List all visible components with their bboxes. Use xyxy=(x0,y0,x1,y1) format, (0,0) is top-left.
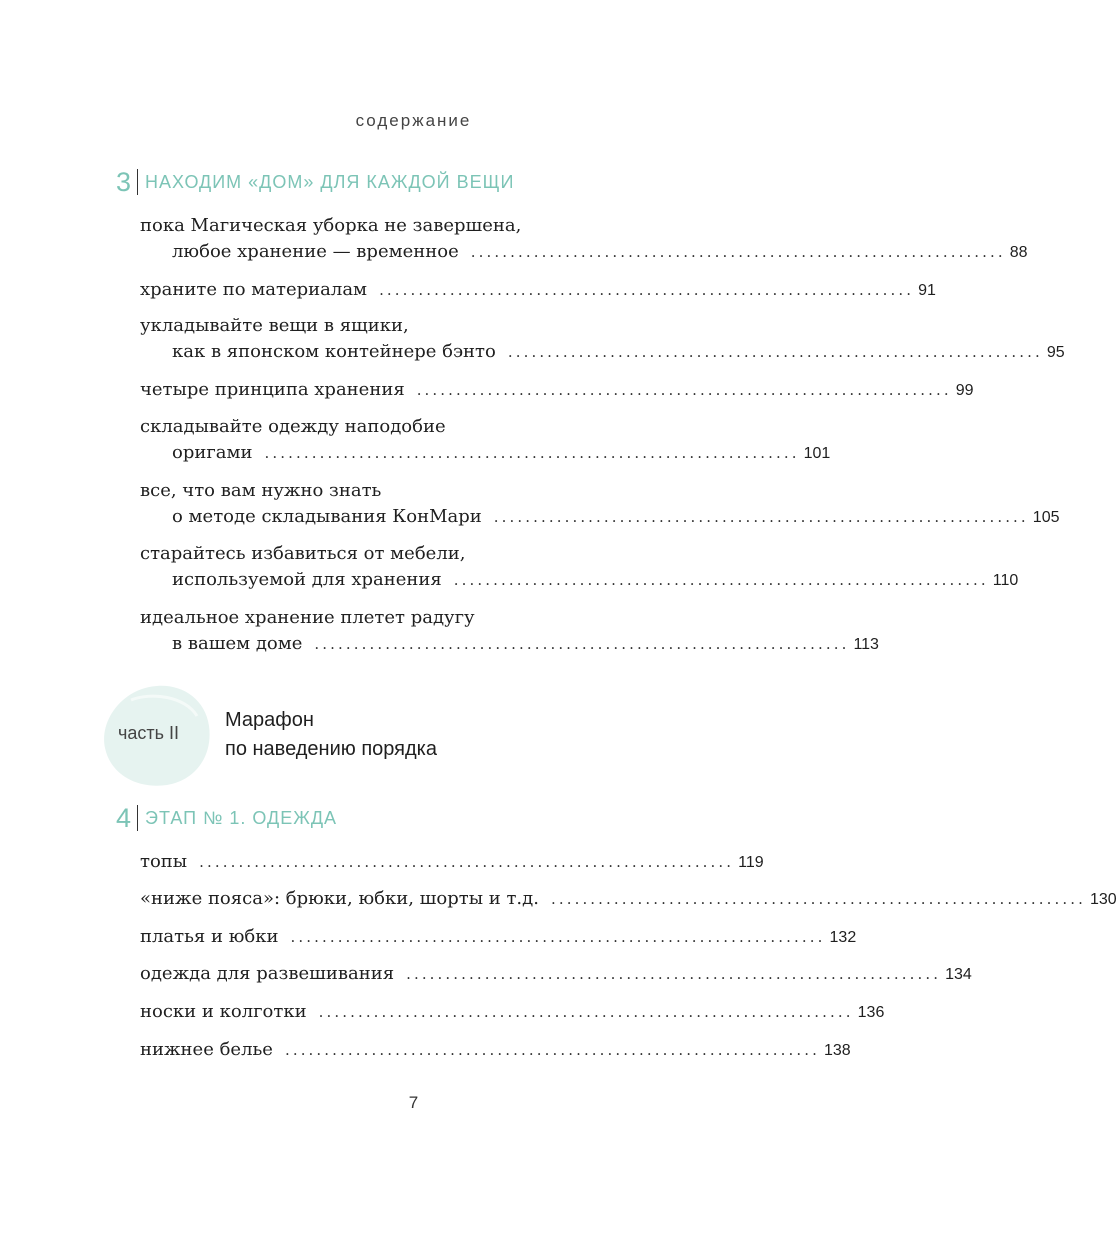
toc-page-number: 91 xyxy=(918,282,936,299)
toc-page-number: 105 xyxy=(1032,509,1060,526)
toc-entry-line1: идеальное хранение плетет радугу xyxy=(140,607,475,628)
leader-dots: .................................................................... xyxy=(314,635,850,653)
chapter-number: 4 xyxy=(116,803,132,833)
chapter-divider xyxy=(137,169,138,195)
toc-entry-text: «ниже пояса»: брюки, юбки, шорты и т.д. xyxy=(140,888,539,909)
toc-entry-text: одежда для развешивания xyxy=(140,963,395,984)
toc-entry[interactable] xyxy=(140,924,857,950)
toc-page-number: 134 xyxy=(945,966,972,983)
leader-dots: .................................................................... xyxy=(379,281,915,299)
toc-entry[interactable] xyxy=(140,414,831,466)
leader-dots: .................................................................... xyxy=(416,381,952,399)
toc-entry-text: носки и колготки xyxy=(140,1001,307,1022)
toc-page-number: 136 xyxy=(857,1004,885,1021)
toc-entry-line2: оригами xyxy=(172,442,253,463)
toc-entry[interactable] xyxy=(140,1037,851,1063)
toc-entry-line1: укладывайте вещи в ящики, xyxy=(140,315,409,336)
leader-dots: .................................................................... xyxy=(470,243,1006,261)
leader-dots: .................................................................... xyxy=(290,928,826,946)
toc-entry-text: четыре принципа хранения xyxy=(140,379,405,400)
chapter-title: ЭТАП № 1. ОДЕЖДА xyxy=(145,807,338,828)
part-label: часть II xyxy=(118,723,180,743)
part-title-line1: Марафон xyxy=(225,709,314,731)
chapter-divider xyxy=(137,805,138,831)
leader-dots: .................................................................... xyxy=(199,853,735,871)
toc-entry[interactable] xyxy=(140,605,879,657)
toc-entry-line2: любое хранение — временное xyxy=(172,241,459,262)
leader-dots: .................................................................... xyxy=(550,890,1086,908)
toc-entry-text: храните по материалам xyxy=(140,279,368,300)
toc-entry-line1: старайтесь избавиться от мебели, xyxy=(140,543,466,564)
toc-entry-text: платья и юбки xyxy=(140,926,279,947)
toc-entry-line2: о методе складывания КонМари xyxy=(172,506,482,527)
toc-page-number: 138 xyxy=(823,1042,851,1059)
chapter-number: 3 xyxy=(116,167,132,197)
toc-entry-text: нижнее белье xyxy=(140,1039,273,1060)
toc-entry[interactable] xyxy=(140,541,1019,593)
toc-page-number: 101 xyxy=(803,445,831,462)
toc-page-number: 119 xyxy=(738,854,764,871)
toc-page-number: 88 xyxy=(1009,244,1028,261)
toc-entry[interactable] xyxy=(140,849,764,875)
chapter-4-heading xyxy=(116,804,337,832)
toc-page-number: 95 xyxy=(1046,344,1065,361)
page-number: 7 xyxy=(408,1093,419,1112)
leader-dots: .................................................................... xyxy=(406,965,942,983)
part-title-line2: по наведению порядка xyxy=(225,738,437,760)
toc-entry-line1: складывайте одежду наподобие xyxy=(140,416,446,437)
leader-dots: .................................................................... xyxy=(318,1003,854,1021)
toc-entry-line2: как в японском контейнере бэнто xyxy=(172,341,496,362)
part-title xyxy=(225,706,437,764)
leader-dots: .................................................................... xyxy=(453,571,989,589)
toc-entry[interactable] xyxy=(140,277,936,303)
toc-page-number: 132 xyxy=(829,929,857,946)
toc-entry[interactable] xyxy=(140,999,885,1025)
toc-entry[interactable] xyxy=(140,478,1060,530)
leader-dots: .................................................................... xyxy=(507,343,1043,361)
leader-dots: .................................................................... xyxy=(264,444,800,462)
toc-entry[interactable] xyxy=(140,213,1028,265)
toc-page-number: 113 xyxy=(853,636,879,653)
toc-entry[interactable] xyxy=(140,377,974,403)
toc-page-number: 110 xyxy=(992,572,1019,589)
toc-entry-line2: используемой для хранения xyxy=(172,569,442,590)
toc-entry-line2: в вашем доме xyxy=(172,633,303,654)
chapter-title: НАХОДИМ «ДОМ» ДЛЯ КАЖДОЙ ВЕЩИ xyxy=(145,171,515,192)
toc-entry[interactable] xyxy=(140,313,1065,365)
toc-entry-line1: все, что вам нужно знать xyxy=(140,480,382,501)
leader-dots: .................................................................... xyxy=(284,1041,820,1059)
toc-page-number: 130 xyxy=(1090,891,1117,908)
leader-dots: .................................................................... xyxy=(493,508,1029,526)
toc-page-number: 99 xyxy=(955,382,974,399)
toc-entry[interactable] xyxy=(140,886,1117,912)
running-head: содержание xyxy=(355,111,472,130)
toc-entry-line1: пока Магическая уборка не завершена, xyxy=(140,215,522,236)
chapter-3-heading xyxy=(116,168,514,196)
toc-entry[interactable] xyxy=(140,961,972,987)
toc-entry-text: топы xyxy=(140,851,188,872)
